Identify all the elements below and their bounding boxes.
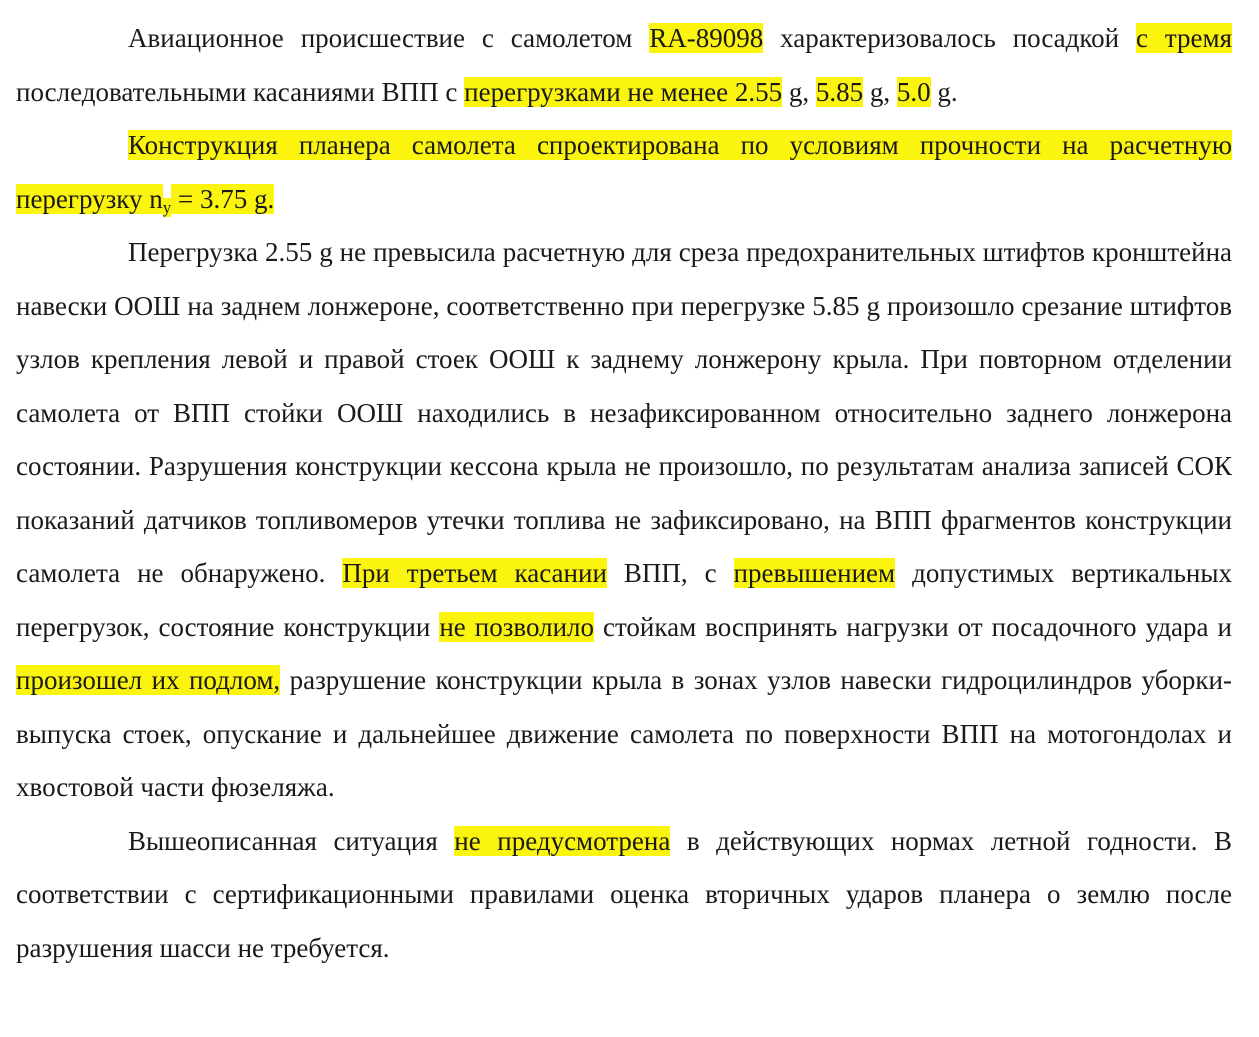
document-page [16, 12, 1232, 975]
text-run: ВПП, с [606, 558, 734, 588]
paragraph-certification-note [16, 815, 1232, 976]
paragraph-failure-sequence [16, 226, 1232, 815]
highlighted-text: не предусмотрена [454, 825, 671, 856]
text-run: характеризовалось посадкой [763, 23, 1136, 53]
text-run: Перегрузка 2.55 g не превысила расчетную для среза предохранительных штифтов кронштейна навески ООШ на заднем лонжероне, соответственно при перегрузке 5.85 g произошло срезание штифтов узлов крепления левой и правой стоек ООШ к заднему лонжерону крыла. При повторном отделении самолета от ВПП стойки ООШ находились в незафиксированном относительно заднего лонжерона состоянии. Разрушения конструкции кессона крыла не произошло, по результатам анализа записей СОК показаний датчиков топливомеров утечки топлива не зафиксировано, на ВПП фрагментов конструкции самолета не обнаружено. [16, 237, 1232, 588]
highlighted-text: не позволило [439, 611, 594, 642]
text-run: g. [930, 76, 958, 107]
highlighted-text: = 3.75 g. [171, 183, 275, 214]
highlighted-text: RA-89098 [649, 23, 764, 53]
highlighted-text: 5.85 [815, 76, 864, 107]
highlighted-text: с тремя [1135, 23, 1232, 53]
text-run: g, [782, 76, 816, 107]
paragraph-incident-summary [16, 12, 1232, 119]
highlighted-text: При третьем касании [342, 558, 607, 588]
paragraph-design-load [16, 119, 1232, 226]
subscript-text: y [162, 197, 172, 217]
highlighted-text: произошел их подлом, [16, 665, 281, 695]
text-run: стойкам воспринять нагрузки от посадочного удара и [594, 611, 1232, 642]
highlighted-text: 5.0 [896, 76, 931, 107]
highlighted-text: перегрузками не менее 2.55 [464, 76, 783, 107]
text-run: последовательными касаниями ВПП с [16, 76, 465, 107]
text-run: g, [863, 76, 897, 107]
highlighted-text: по условиям прочности на расчетную перегрузку n [16, 130, 1233, 214]
text-run: Авиационное происшествие с самолетом [128, 23, 650, 53]
highlighted-text: Конструкция планера самолета спроектирована [128, 130, 720, 160]
highlighted-text: превышением [733, 558, 896, 588]
text-run: разрушение конструкции крыла в зонах узлов навески гидроцилиндров уборки-выпуска стоек, опускание и дальнейшее движение самолета по поверхности ВПП на мотогондолах и хвостовой части фюзеляжа. [16, 665, 1232, 802]
text-run: в действующих нормах летной годности. В соответствии с сертификационными правилами оценка вторичных ударов планера о землю после разрушения шасси не требуется. [16, 825, 1232, 963]
text-run: Вышеописанная ситуация [128, 825, 455, 856]
text-run: допустимых вертикальных перегрузок, состояние конструкции [16, 558, 1232, 642]
